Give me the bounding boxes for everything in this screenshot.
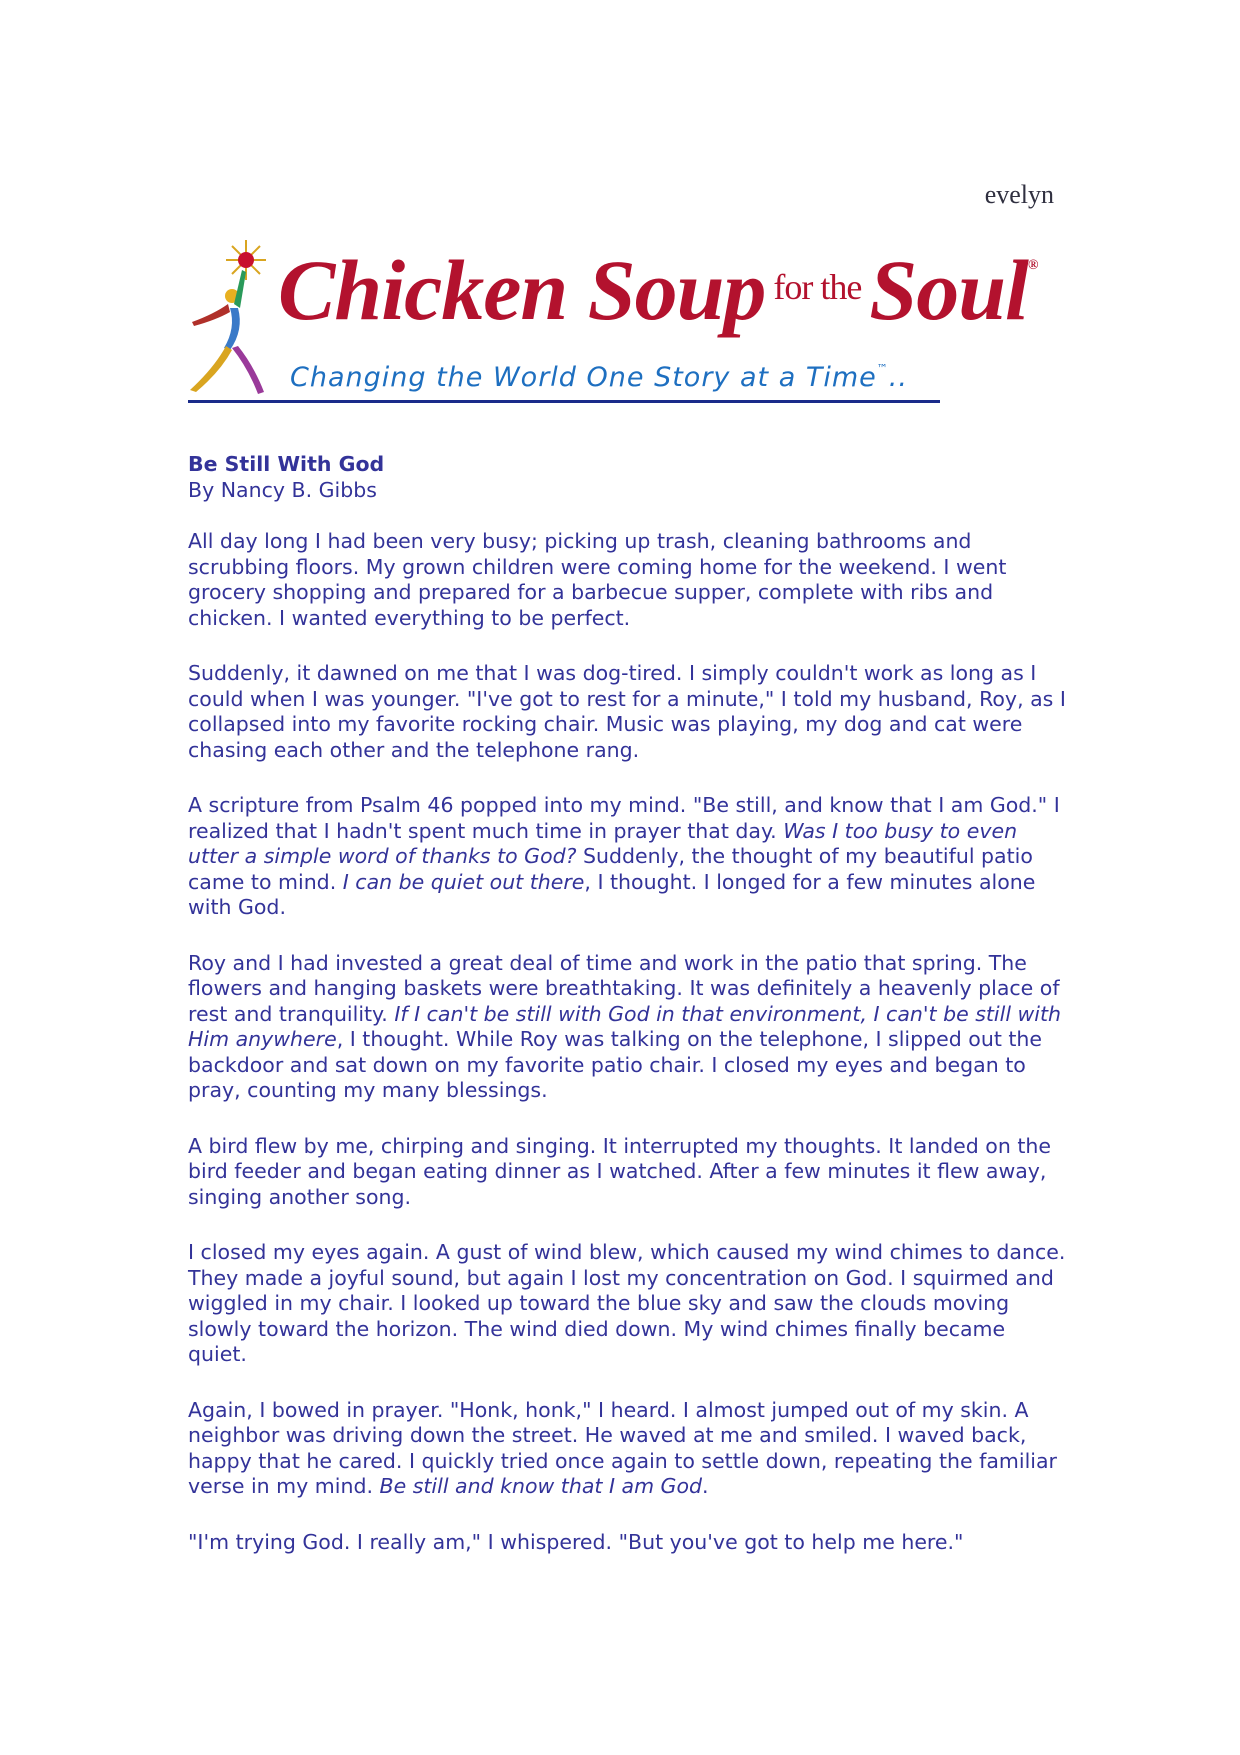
chicken-soup-logo bbox=[188, 238, 1038, 408]
article-byline: By Nancy B. Gibbs bbox=[188, 477, 377, 502]
logo-tagline-text: Changing the World One Story at a Time bbox=[290, 362, 877, 393]
paragraph-text: Again, I bowed in prayer. "Honk, honk," I heard. I almost jumped out of my skin. A neighbor was driving down the street. He waved at me and smiled. I waved back, happy that he cared. I quickly tried once again to settle down, repeating the familiar verse in my mind. bbox=[188, 1397, 1057, 1498]
logo-tagline bbox=[290, 362, 908, 393]
paragraph-text: Suddenly, the thought of my beautiful patio came to mind. bbox=[188, 844, 1033, 894]
registered-mark: ® bbox=[1027, 258, 1038, 273]
paragraph-text: Roy and I had invested a great deal of time and work in the patio that spring. The flowers and hanging baskets were breathtaking. It was definitely a heavenly place of rest and tranquility. bbox=[188, 950, 1060, 1026]
paragraph-text: , I thought. While Roy was talking on the telephone, I slipped out the backdoor and sat down on my favorite patio chair. I closed my eyes and began to pray, counting my many blessings. bbox=[188, 1027, 1043, 1102]
article-paragraph bbox=[188, 1398, 1068, 1500]
header-name: evelyn bbox=[984, 180, 1054, 209]
paragraph-text: , I thought. I longed for a few minutes alone with God. bbox=[188, 869, 1036, 919]
article-title: Be Still With God bbox=[188, 452, 385, 476]
paragraph-text: "I'm trying God. I really am," I whispered. "But you've got to help me here." bbox=[188, 1529, 964, 1554]
logo-title-forthe: for the bbox=[773, 267, 862, 307]
logo-title-chicken: Chicken Soup bbox=[278, 242, 766, 338]
logo-title-soul: Soul bbox=[869, 242, 1028, 338]
article-paragraph bbox=[188, 529, 1068, 631]
logo-tagline-end: .. bbox=[888, 362, 908, 393]
article bbox=[188, 452, 1068, 1585]
article-paragraph bbox=[188, 661, 1068, 763]
paragraph-text: Suddenly, it dawned on me that I was dog-tired. I simply couldn't work as long as I could when I was younger. "I've got to rest for a minute," I told my husband, Roy, as I collapsed into my favorite rocking chair. Music was playing, my dog and cat were chasing each other and the telephone rang. bbox=[188, 661, 1066, 762]
italic-text: If I can't be still with God in that environment, I can't be still with Him anywhere bbox=[188, 1001, 1062, 1051]
paragraph-text: I closed my eyes again. A gust of wind blew, which caused my wind chimes to dance. They made a joyful sound, but again I lost my concentration on God. I squirmed and wiggled in my chair. I looked up toward the blue sky and saw the clouds moving slowly toward the horizon. The wind died down. My wind chimes finally became quiet. bbox=[188, 1240, 1066, 1366]
article-paragraph bbox=[188, 951, 1068, 1104]
article-paragraph bbox=[188, 793, 1068, 921]
paragraph-text: A bird flew by me, chirping and singing. It interrupted my thoughts. It landed on the bird feeder and began eating dinner as I watched. After a few minutes it flew away, singing another song. bbox=[188, 1133, 1052, 1209]
paragraph-text: All day long I had been very busy; picking up trash, cleaning bathrooms and scrubbing floors. My grown children were coming home for the weekend. I went grocery shopping and prepared for a barbecue supper, complete with ribs and chicken. I wanted everything to be perfect. bbox=[188, 529, 1007, 630]
paragraph-text: A scripture from Psalm 46 popped into my mind. "Be still, and know that I am God." I realized that I hadn't spent much time in prayer that day. bbox=[188, 793, 1060, 843]
paragraph-text: . bbox=[702, 1474, 709, 1498]
dancer-sun-icon bbox=[184, 238, 284, 398]
italic-text: Be still and know that I am God bbox=[379, 1474, 703, 1498]
italic-text: Was I too busy to even utter a simple word of thanks to God? bbox=[188, 818, 1018, 868]
italic-text: I can be quiet out there bbox=[342, 869, 585, 894]
trademark-mark: ™ bbox=[876, 362, 889, 375]
logo-title bbox=[278, 240, 1037, 340]
article-body bbox=[188, 529, 1068, 1555]
article-paragraph bbox=[188, 1530, 1068, 1556]
article-paragraph bbox=[188, 1134, 1068, 1211]
article-paragraph bbox=[188, 1240, 1068, 1368]
logo-underline bbox=[188, 400, 940, 403]
